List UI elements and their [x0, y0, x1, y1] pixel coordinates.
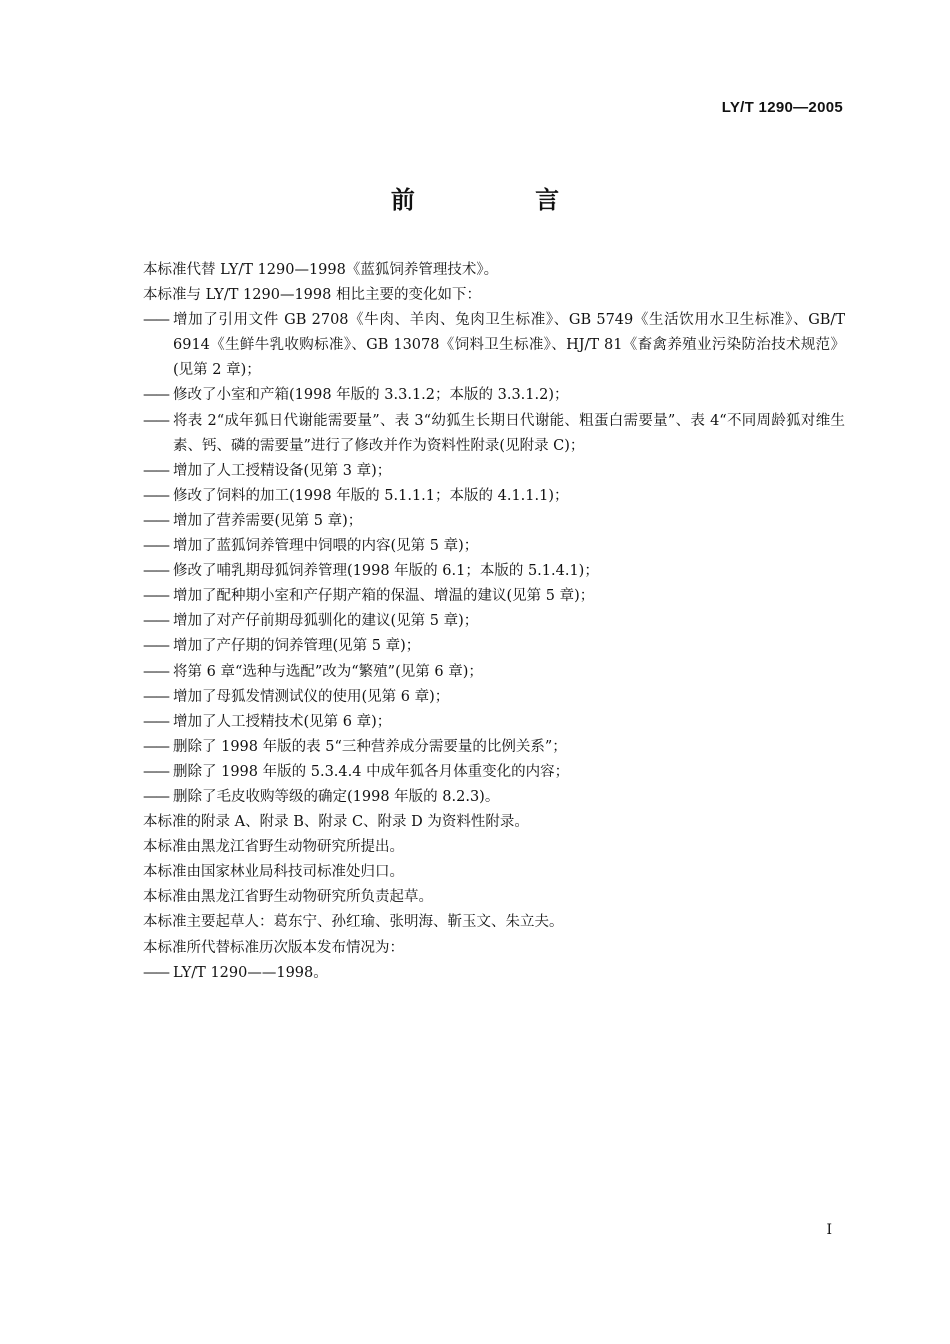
- change-item: [143, 609, 845, 634]
- change-item: [143, 760, 845, 785]
- dash-marker: ——: [143, 512, 168, 529]
- change-item: [143, 409, 845, 459]
- change-text: 增加了产仔期的饲养管理(见第 5 章)；: [173, 638, 421, 655]
- dash-marker: ——: [143, 688, 168, 705]
- change-text: 增加了人工授精技术(见第 6 章)；: [173, 713, 392, 730]
- page-title: 前 言: [390, 186, 616, 214]
- dash-marker: ——: [143, 613, 168, 630]
- dash-marker: ——: [143, 487, 168, 504]
- change-item: [143, 459, 845, 484]
- change-text: 修改了哺乳期母狐饲养管理(1998 年版的 6.1；本版的 5.1.4.1)；: [173, 563, 599, 580]
- change-item: [143, 308, 845, 383]
- history-item: [143, 961, 845, 986]
- change-item: [143, 484, 845, 509]
- intro-paragraph: 本标准与 LY/T 1290—1998 相比主要的变化如下：: [143, 287, 481, 304]
- dash-marker: ——: [143, 312, 168, 329]
- dash-marker: ——: [143, 663, 168, 680]
- change-text: 删除了 1998 年版的表 5“三种营养成分需要量的比例关系”；: [173, 738, 567, 755]
- dash-marker: ——: [143, 412, 168, 429]
- dash-marker: ——: [143, 788, 168, 805]
- change-text: 删除了毛皮收购等级的确定(1998 年版的 8.2.3)。: [173, 788, 500, 805]
- dash-marker: ——: [143, 763, 168, 780]
- change-text: 增加了蓝狐饲养管理中饲喂的内容(见第 5 章)；: [173, 538, 479, 555]
- change-text: 修改了小室和产箱(1998 年版的 3.3.1.2；本版的 3.3.1.2)；: [173, 387, 569, 404]
- dash-marker: ——: [143, 964, 168, 981]
- standard-code: LY/T 1290—2005: [721, 99, 843, 116]
- change-item: [143, 735, 845, 760]
- closing-paragraph: 本标准由国家林业局科技司标准处归口。: [143, 864, 404, 881]
- change-text: 增加了引用文件 GB 2708《牛肉、羊肉、兔肉卫生标准》、GB 5749《生活饮用水卫生标准》、GB/T 6914《生鲜牛乳收购标准》、GB 13078《饲料卫生标准》、HJ/T 81《畜禽养殖业污染防治技术规范》(见第 2 章)；: [173, 312, 845, 379]
- change-text: 将表 2“成年狐日代谢能需要量”、表 3“幼狐生长期日代谢能、粗蛋白需要量”、表 4“不同周龄狐对维生素、钙、磷的需要量”进行了修改并作为资料性附录(见附录 C)；: [173, 412, 845, 454]
- dash-marker: ——: [143, 638, 168, 655]
- change-text: 增加了配种期小室和产仔期产箱的保温、增温的建议(见第 5 章)；: [173, 588, 595, 605]
- dash-marker: ——: [143, 588, 168, 605]
- closing-paragraph: 本标准所代替标准历次版本发布情况为：: [143, 939, 404, 956]
- change-item: [143, 785, 845, 810]
- closing-paragraph: 本标准由黑龙江省野生动物研究所负责起草。: [143, 889, 433, 906]
- change-text: 增加了人工授精设备(见第 3 章)；: [173, 462, 392, 479]
- history-text: LY/T 1290——1998。: [173, 964, 328, 981]
- change-item: [143, 660, 845, 685]
- change-text: 增加了母狐发情测试仪的使用(见第 6 章)；: [173, 688, 450, 705]
- dash-marker: ——: [143, 713, 168, 730]
- page-number: I: [826, 1222, 832, 1238]
- change-item: [143, 634, 845, 659]
- change-text: 增加了营养需要(见第 5 章)；: [173, 512, 363, 529]
- change-item: [143, 584, 845, 609]
- change-text: 修改了饲料的加工(1998 年版的 5.1.1.1；本版的 4.1.1.1)；: [173, 487, 569, 504]
- closing-paragraph: 本标准的附录 A、附录 B、附录 C、附录 D 为资料性附录。: [143, 814, 529, 831]
- closing-paragraph: 本标准主要起草人：葛东宁、孙红瑜、张明海、靳玉文、朱立夫。: [143, 914, 564, 931]
- dash-marker: ——: [143, 462, 168, 479]
- change-text: 将第 6 章“选种与选配”改为“繁殖”(见第 6 章)；: [173, 663, 483, 680]
- change-item: [143, 509, 845, 534]
- change-item: [143, 383, 845, 408]
- change-item: [143, 559, 845, 584]
- change-item: [143, 710, 845, 735]
- dash-marker: ——: [143, 538, 168, 555]
- intro-paragraph: 本标准代替 LY/T 1290—1998《蓝狐饲养管理技术》。: [143, 262, 499, 278]
- change-item: [143, 685, 845, 710]
- change-text: 增加了对产仔前期母狐驯化的建议(见第 5 章)；: [173, 613, 479, 630]
- closing-paragraph: 本标准由黑龙江省野生动物研究所提出。: [143, 839, 404, 856]
- change-item: [143, 534, 845, 559]
- changes-list: [143, 308, 845, 810]
- change-text: 删除了 1998 年版的 5.3.4.4 中成年狐各月体重变化的内容；: [173, 763, 570, 780]
- foreword-body: [143, 258, 845, 986]
- dash-marker: ——: [143, 387, 168, 404]
- dash-marker: ——: [143, 738, 168, 755]
- dash-marker: ——: [143, 563, 168, 580]
